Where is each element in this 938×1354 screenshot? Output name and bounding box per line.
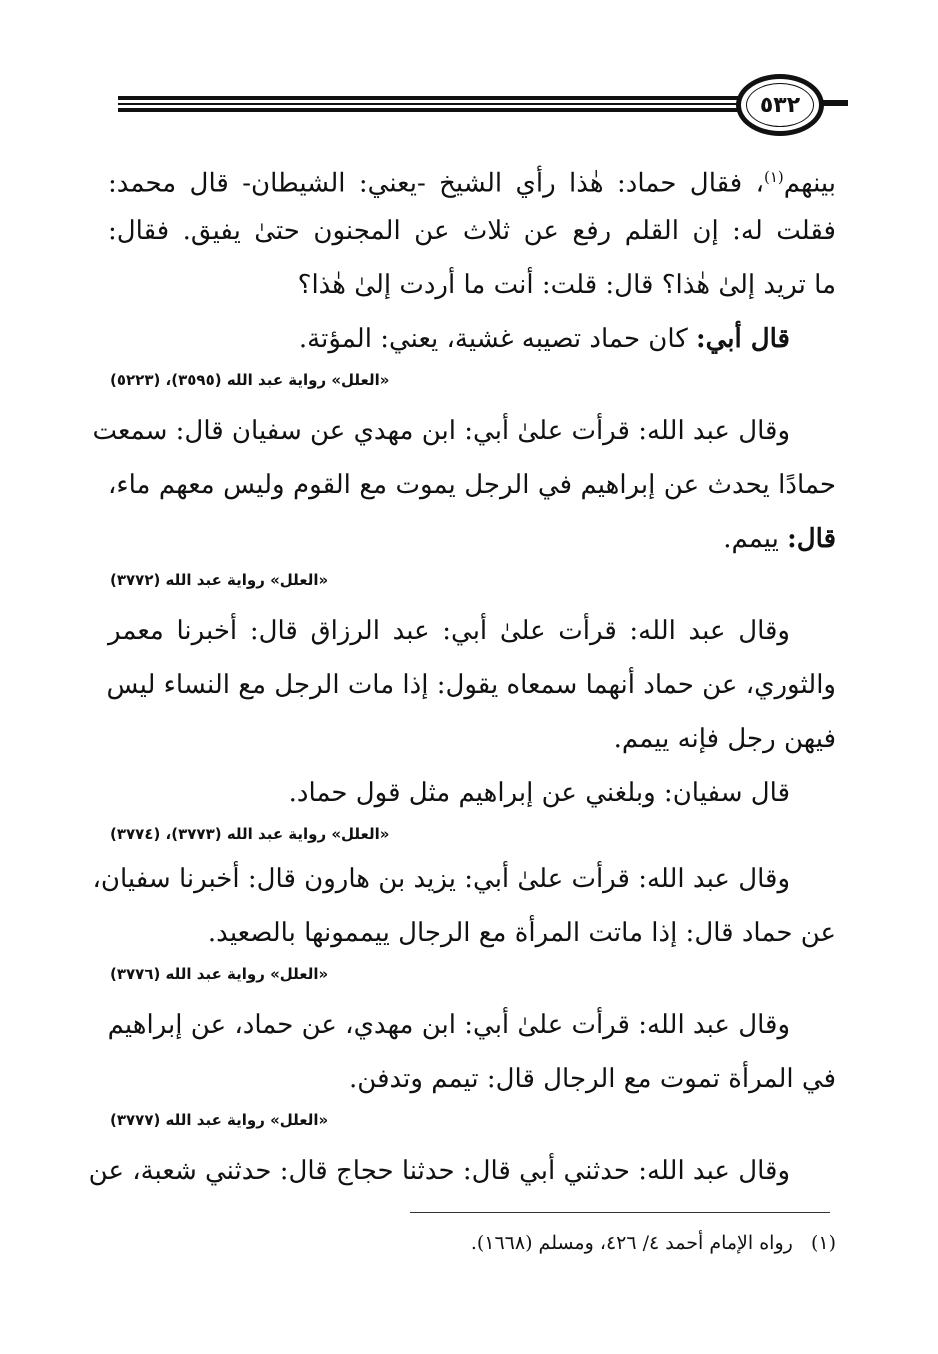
- text-line: وقال عبد الله: حدثني أبي قال: حدثنا حجاج قال: حدثني شعبة، عن: [88, 1156, 790, 1186]
- text-line: وقال عبد الله: قرأت علىٰ أبي: ابن مهدي عن سفيان قال: سمعت: [92, 416, 790, 446]
- page-number: ٥٣٢: [759, 92, 801, 118]
- source-citation: «العلل» رواية عبد الله (٣٧٧٣)، (٣٧٧٤): [110, 825, 390, 843]
- footnote-divider: [410, 1212, 830, 1213]
- source-citation: «العلل» رواية عبد الله (٣٧٧٦): [110, 965, 329, 983]
- header-rule: [118, 108, 738, 112]
- text-line: فقلت له: إن القلم رفع عن ثلاث عن المجنون حتىٰ يفيق. فقال:: [108, 216, 836, 246]
- footnote-number: (١): [810, 1232, 836, 1254]
- footnote-marker: (١): [764, 168, 784, 186]
- text-line: وقال عبد الله: قرأت علىٰ أبي: ابن مهدي، عن حماد، عن إبراهيم: [107, 1010, 790, 1040]
- page-body: [88, 150, 836, 1198]
- text-line: ما تريد إلىٰ هٰذا؟ قال: قلت: أنت ما أردت إلىٰ هٰذا؟: [297, 270, 836, 300]
- text-line: بينهم$^{(١)}$، فقال حماد: هٰذا رأي الشيخ -يعني: الشيطان- قال محمد:: [108, 168, 836, 199]
- header-rule: [118, 96, 738, 100]
- text-line: فيهن رجل فإنه ييمم.: [613, 724, 836, 754]
- text-line: قال أبي: كان حماد تصيبه غشية، يعني: المؤتة.: [298, 324, 790, 354]
- text-line: في المرأة تموت مع الرجال قال: تيمم وتدفن.: [349, 1064, 836, 1094]
- source-citation: «العلل» رواية عبد الله (٣٧٧٧): [110, 1111, 329, 1129]
- text-line: وقال عبد الله: قرأت علىٰ أبي: عبد الرزاق قال: أخبرنا معمر: [108, 616, 790, 646]
- page-header: [118, 70, 848, 150]
- footnote-text: رواه الإمام أحمد ٤/ ٤٢٦، ومسلم (١٦٦٨).: [470, 1232, 793, 1254]
- footnote: [300, 1226, 836, 1260]
- text-line: قال سفيان: وبلغني عن إبراهيم مثل قول حماد.: [288, 778, 790, 808]
- text-line: قال: ييمم.: [723, 524, 836, 554]
- page-number-frame: [736, 74, 824, 136]
- header-rule: [118, 103, 738, 105]
- text-line: وقال عبد الله: قرأت علىٰ أبي: يزيد بن هارون قال: أخبرنا سفيان،: [92, 864, 790, 894]
- source-citation: «العلل» رواية عبد الله (٣٥٩٥)، (٥٢٢٣): [110, 371, 390, 389]
- text-line: عن حماد قال: إذا ماتت المرأة مع الرجال ييممونها بالصعيد.: [207, 918, 836, 948]
- text-line: والثوري، عن حماد أنهما سمعاه يقول: إذا مات الرجل مع النساء ليس: [106, 670, 836, 700]
- text-line: حمادًا يحدث عن إبراهيم في الرجل يموت مع القوم وليس معهم ماء،: [108, 470, 836, 500]
- source-citation: «العلل» رواية عبد الله (٣٧٧٢): [110, 571, 329, 589]
